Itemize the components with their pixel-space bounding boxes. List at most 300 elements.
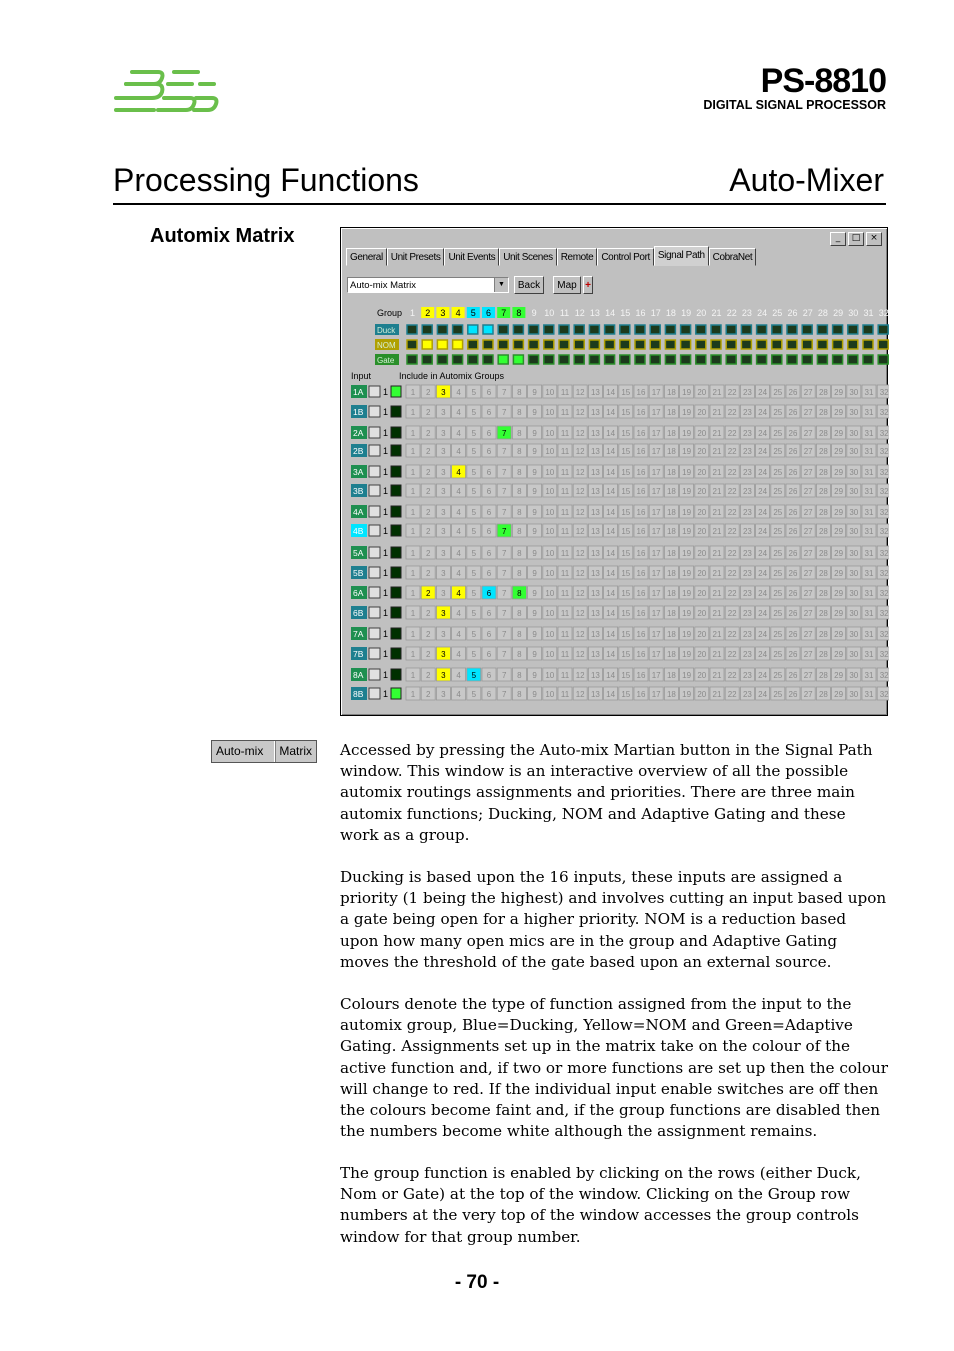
group-nom-toggle[interactable] bbox=[422, 340, 432, 349]
group-nom-toggle[interactable] bbox=[529, 340, 539, 349]
assign-cell-number: 18 bbox=[666, 527, 676, 536]
group-gate-toggle[interactable] bbox=[772, 355, 782, 364]
group-duck-toggle[interactable] bbox=[650, 325, 660, 334]
maximize-button[interactable]: □ bbox=[848, 232, 864, 246]
group-duck-toggle[interactable] bbox=[817, 325, 827, 334]
group-nom-toggle[interactable] bbox=[513, 340, 523, 349]
assign-cell-number: 9 bbox=[532, 487, 537, 496]
group-nom-toggle[interactable] bbox=[681, 340, 691, 349]
assign-cell-number: 23 bbox=[742, 487, 752, 496]
assign-cell-number: 9 bbox=[532, 671, 537, 680]
assign-cell-number: 11 bbox=[560, 447, 570, 456]
assign-cell-number: 16 bbox=[636, 549, 646, 558]
tab-unit-events[interactable]: Unit Events bbox=[444, 248, 499, 266]
group-gate-toggle[interactable] bbox=[711, 355, 721, 364]
assign-cell-number: 29 bbox=[834, 671, 844, 680]
tab-control-port[interactable]: Control Port bbox=[597, 248, 654, 266]
assign-cell-number: 25 bbox=[773, 487, 783, 496]
group-gate-toggle[interactable] bbox=[483, 355, 493, 364]
assign-cell-number: 29 bbox=[834, 690, 844, 699]
assign-cell-number: 4 bbox=[456, 508, 461, 517]
assign-cell-number: 30 bbox=[849, 388, 859, 397]
map-button[interactable]: Map bbox=[553, 276, 581, 294]
assign-cell-number: 24 bbox=[758, 508, 768, 517]
group-gate-toggle[interactable] bbox=[589, 355, 599, 364]
group-gate-toggle[interactable] bbox=[544, 355, 554, 364]
group-duck-toggle[interactable] bbox=[529, 325, 539, 334]
assign-cell-number: 13 bbox=[590, 468, 600, 477]
assign-cell-number: 2 bbox=[425, 549, 431, 558]
group-nom-toggle[interactable] bbox=[650, 340, 660, 349]
group-gate-toggle[interactable] bbox=[787, 355, 797, 364]
assign-cell-number: 15 bbox=[621, 388, 631, 397]
group-nom-toggle[interactable] bbox=[817, 340, 827, 349]
group-gate-toggle[interactable] bbox=[407, 355, 417, 364]
assign-cell-number: 5 bbox=[471, 487, 477, 496]
input-enable-switch[interactable] bbox=[369, 587, 380, 598]
tab-general[interactable]: General bbox=[346, 248, 387, 266]
group-nom-toggle[interactable] bbox=[468, 340, 478, 349]
assign-cell-number: 8 bbox=[517, 487, 522, 496]
assign-cell-number: 26 bbox=[788, 630, 798, 639]
assign-cell-number: 2 bbox=[425, 508, 431, 517]
button-label-right: Matrix bbox=[279, 744, 312, 758]
assign-cell-number: 10 bbox=[545, 429, 555, 438]
assign-cell-number: 1 bbox=[410, 508, 416, 517]
input-priority: 1 bbox=[383, 507, 389, 517]
assign-cell-number: 32 bbox=[879, 388, 889, 397]
assign-cell-number: 28 bbox=[818, 609, 828, 618]
input-status-led bbox=[391, 525, 401, 536]
group-nom-toggle[interactable] bbox=[559, 340, 569, 349]
assign-cell-number: 13 bbox=[590, 408, 600, 417]
assign-cell-number: 3 bbox=[441, 671, 446, 680]
tab-signal-path[interactable]: Signal Path bbox=[654, 246, 709, 266]
group-gate-toggle[interactable] bbox=[817, 355, 827, 364]
group-number: 6 bbox=[485, 308, 492, 318]
automix-matrix bbox=[341, 228, 889, 717]
assign-cell-number: 2 bbox=[425, 468, 431, 477]
group-nom-toggle[interactable] bbox=[787, 340, 797, 349]
group-nom-toggle[interactable] bbox=[498, 340, 508, 349]
input-enable-switch[interactable] bbox=[369, 427, 380, 438]
assign-cell-number: 1 bbox=[410, 569, 416, 578]
assign-cell-number: 24 bbox=[758, 447, 768, 456]
assign-cell-number: 5 bbox=[471, 690, 477, 699]
group-nom-toggle[interactable] bbox=[741, 340, 751, 349]
assign-cell-number: 13 bbox=[590, 569, 600, 578]
group-duck-toggle[interactable] bbox=[498, 325, 508, 334]
assign-cell-number: 11 bbox=[560, 388, 570, 397]
group-nom-toggle[interactable] bbox=[711, 340, 721, 349]
assign-cell-number: 25 bbox=[773, 690, 783, 699]
assign-cell-number: 32 bbox=[879, 569, 889, 578]
input-label-1a: 1A bbox=[353, 387, 364, 397]
assign-cell-number: 17 bbox=[651, 549, 661, 558]
input-enable-switch[interactable] bbox=[369, 485, 380, 496]
group-duck-toggle[interactable] bbox=[696, 325, 706, 334]
assign-cell-number: 14 bbox=[606, 630, 616, 639]
assign-cell-number: 21 bbox=[712, 549, 722, 558]
assign-cell-number: 20 bbox=[697, 569, 707, 578]
assign-cell-number: 20 bbox=[697, 609, 707, 618]
assign-cell-number: 5 bbox=[471, 429, 477, 438]
input-enable-switch[interactable] bbox=[369, 525, 380, 536]
assign-cell-number: 6 bbox=[486, 549, 492, 558]
group-duck-toggle[interactable] bbox=[559, 325, 569, 334]
assign-cell-number: 11 bbox=[560, 429, 570, 438]
input-priority: 1 bbox=[383, 629, 389, 639]
assign-cell-number: 12 bbox=[575, 388, 585, 397]
assign-cell-number: 8 bbox=[517, 388, 522, 397]
assign-cell-number: 20 bbox=[697, 487, 707, 496]
group-nom-toggle[interactable] bbox=[605, 340, 615, 349]
input-status-led bbox=[391, 386, 401, 397]
close-button[interactable]: × bbox=[866, 232, 882, 246]
group-nom-toggle[interactable] bbox=[620, 340, 630, 349]
group-gate-toggle[interactable] bbox=[574, 355, 584, 364]
assign-cell-number: 15 bbox=[621, 690, 631, 699]
group-gate-toggle[interactable] bbox=[620, 355, 630, 364]
group-nom-toggle[interactable] bbox=[802, 340, 812, 349]
group-gate-toggle[interactable] bbox=[757, 355, 767, 364]
input-enable-switch[interactable] bbox=[369, 567, 380, 578]
assign-cell-number: 32 bbox=[879, 690, 889, 699]
input-priority: 1 bbox=[383, 387, 389, 397]
group-duck-toggle[interactable] bbox=[741, 325, 751, 334]
group-nom-toggle[interactable] bbox=[878, 340, 888, 349]
assign-cell-number: 13 bbox=[590, 508, 600, 517]
assign-cell-number: 3 bbox=[441, 468, 446, 477]
section-title: Processing Functions bbox=[113, 162, 419, 198]
group-duck-toggle[interactable] bbox=[422, 325, 432, 334]
group-duck-toggle[interactable] bbox=[468, 325, 478, 334]
assign-cell-number: 27 bbox=[803, 589, 813, 598]
group-duck-toggle[interactable] bbox=[620, 325, 630, 334]
assign-cell-number: 26 bbox=[788, 549, 798, 558]
assign-cell-number: 18 bbox=[666, 630, 676, 639]
group-nom-toggle[interactable] bbox=[437, 340, 447, 349]
assign-cell-number: 28 bbox=[818, 487, 828, 496]
assign-cell-number: 28 bbox=[818, 408, 828, 417]
assign-cell-number: 11 bbox=[560, 408, 570, 417]
group-duck-toggle[interactable] bbox=[574, 325, 584, 334]
group-nom-toggle[interactable] bbox=[665, 340, 675, 349]
input-label-7b: 7B bbox=[353, 649, 364, 659]
assign-cell-number: 4 bbox=[456, 468, 461, 477]
assign-cell-number: 8 bbox=[517, 690, 522, 699]
assign-cell-number: 30 bbox=[849, 408, 859, 417]
group-gate-toggle[interactable] bbox=[605, 355, 615, 364]
group-gate-toggle[interactable] bbox=[650, 355, 660, 364]
assign-cell-number: 29 bbox=[834, 408, 844, 417]
group-nom-toggle[interactable] bbox=[407, 340, 417, 349]
group-gate-toggle[interactable] bbox=[513, 355, 523, 364]
input-enable-switch[interactable] bbox=[369, 406, 380, 417]
group-duck-toggle[interactable] bbox=[665, 325, 675, 334]
group-nom-toggle[interactable] bbox=[696, 340, 706, 349]
input-enable-switch[interactable] bbox=[369, 466, 380, 477]
input-enable-switch[interactable] bbox=[369, 547, 380, 558]
assign-cell-number: 19 bbox=[682, 630, 692, 639]
group-gate-toggle[interactable] bbox=[635, 355, 645, 364]
assign-cell-number: 20 bbox=[697, 549, 707, 558]
group-duck-toggle[interactable] bbox=[513, 325, 523, 334]
input-label-8a: 8A bbox=[353, 670, 364, 680]
group-nom-toggle[interactable] bbox=[848, 340, 858, 349]
assign-cell-number: 22 bbox=[727, 447, 737, 456]
assign-cell-number: 31 bbox=[864, 468, 874, 477]
assign-cell-number: 23 bbox=[742, 549, 752, 558]
input-priority: 1 bbox=[383, 548, 389, 558]
tab-unit-scenes[interactable]: Unit Scenes bbox=[499, 248, 557, 266]
assign-cell-number: 17 bbox=[651, 487, 661, 496]
assign-cell-number: 22 bbox=[727, 589, 737, 598]
assign-cell-number: 24 bbox=[758, 487, 768, 496]
group-gate-toggle[interactable] bbox=[741, 355, 751, 364]
assign-cell-number: 31 bbox=[864, 690, 874, 699]
assign-cell-number: 5 bbox=[471, 630, 477, 639]
assign-cell-number: 23 bbox=[742, 388, 752, 397]
input-status-led bbox=[391, 587, 401, 598]
group-gate-toggle[interactable] bbox=[665, 355, 675, 364]
group-number: 26 bbox=[787, 308, 798, 318]
assign-cell-number: 28 bbox=[818, 549, 828, 558]
group-nom-toggle[interactable] bbox=[833, 340, 843, 349]
input-enable-switch[interactable] bbox=[369, 386, 380, 397]
input-label-3b: 3B bbox=[353, 486, 364, 496]
group-nom-toggle[interactable] bbox=[544, 340, 554, 349]
bss-logo bbox=[110, 66, 220, 116]
assign-cell-number: 9 bbox=[532, 508, 537, 517]
assign-cell-number: 25 bbox=[773, 508, 783, 517]
assign-cell-number: 21 bbox=[712, 589, 722, 598]
assign-cell-number: 24 bbox=[758, 690, 768, 699]
assign-cell-number: 31 bbox=[864, 671, 874, 680]
tab-cobranet[interactable]: CobraNet bbox=[709, 248, 757, 266]
include-label: Include in Automix Groups bbox=[399, 371, 505, 381]
group-gate-toggle[interactable] bbox=[863, 355, 873, 364]
assign-cell-number: 24 bbox=[758, 429, 768, 438]
group-duck-toggle[interactable] bbox=[863, 325, 873, 334]
assign-cell-number: 30 bbox=[849, 609, 859, 618]
input-enable-switch[interactable] bbox=[369, 648, 380, 659]
input-enable-switch[interactable] bbox=[369, 688, 380, 699]
group-gate-toggle[interactable] bbox=[681, 355, 691, 364]
assign-cell-number: 26 bbox=[788, 388, 798, 397]
assign-cell-number: 12 bbox=[575, 671, 585, 680]
input-enable-switch[interactable] bbox=[369, 506, 380, 517]
assign-cell-number: 8 bbox=[517, 650, 522, 659]
assign-cell-number: 10 bbox=[545, 630, 555, 639]
group-gate-toggle[interactable] bbox=[422, 355, 432, 364]
input-enable-switch[interactable] bbox=[369, 628, 380, 639]
assign-cell-number: 6 bbox=[486, 468, 492, 477]
assign-cell-number: 8 bbox=[517, 671, 522, 680]
assign-cell-number: 11 bbox=[560, 589, 570, 598]
group-duck-toggle[interactable] bbox=[848, 325, 858, 334]
group-duck-toggle[interactable] bbox=[772, 325, 782, 334]
assign-cell-number: 6 bbox=[486, 569, 492, 578]
assign-cell-number: 12 bbox=[575, 630, 585, 639]
group-duck-toggle[interactable] bbox=[589, 325, 599, 334]
assign-cell-number: 15 bbox=[621, 609, 631, 618]
assign-cell-number: 19 bbox=[682, 569, 692, 578]
assign-cell-number: 18 bbox=[666, 549, 676, 558]
group-duck-toggle[interactable] bbox=[787, 325, 797, 334]
assign-cell-number: 31 bbox=[864, 589, 874, 598]
assign-cell-number: 30 bbox=[849, 508, 859, 517]
assign-cell-number: 17 bbox=[651, 650, 661, 659]
input-priority: 1 bbox=[383, 486, 389, 496]
assign-cell-number: 27 bbox=[803, 549, 813, 558]
assign-cell-number: 10 bbox=[545, 569, 555, 578]
assign-cell-number: 18 bbox=[666, 468, 676, 477]
assign-cell-number: 6 bbox=[486, 589, 492, 598]
assign-cell-number: 15 bbox=[621, 447, 631, 456]
assign-cell-number: 8 bbox=[517, 549, 522, 558]
group-duck-toggle[interactable] bbox=[726, 325, 736, 334]
assign-cell-number: 20 bbox=[697, 388, 707, 397]
input-enable-switch[interactable] bbox=[369, 607, 380, 618]
assign-cell-number: 8 bbox=[517, 508, 522, 517]
chevron-down-icon[interactable]: ▼ bbox=[494, 278, 508, 292]
assign-cell-number: 8 bbox=[517, 468, 522, 477]
assign-cell-number: 6 bbox=[486, 609, 492, 618]
group-duck-toggle[interactable] bbox=[437, 325, 447, 334]
assign-cell-number: 26 bbox=[788, 690, 798, 699]
assign-cell-number: 22 bbox=[727, 527, 737, 536]
group-number: 20 bbox=[696, 308, 707, 318]
assign-cell-number: 29 bbox=[834, 589, 844, 598]
assign-cell-number: 19 bbox=[682, 408, 692, 417]
group-duck-toggle[interactable] bbox=[453, 325, 463, 334]
page-number: - 70 - bbox=[454, 1272, 500, 1293]
group-nom-toggle[interactable] bbox=[863, 340, 873, 349]
assign-cell-number: 11 bbox=[560, 650, 570, 659]
assign-cell-number: 8 bbox=[517, 589, 522, 598]
group-gate-toggle[interactable] bbox=[848, 355, 858, 364]
assign-cell-number: 6 bbox=[486, 527, 492, 536]
group-nom-toggle[interactable] bbox=[772, 340, 782, 349]
group-nom-toggle[interactable] bbox=[726, 340, 736, 349]
group-number: 5 bbox=[470, 308, 476, 318]
assign-cell-number: 12 bbox=[575, 468, 585, 477]
group-duck-toggle[interactable] bbox=[635, 325, 645, 334]
input-priority: 1 bbox=[383, 526, 389, 536]
assign-cell-number: 29 bbox=[834, 650, 844, 659]
assign-cell-number: 17 bbox=[651, 569, 661, 578]
assign-cell-number: 19 bbox=[682, 549, 692, 558]
minimize-button[interactable]: _ bbox=[830, 232, 846, 246]
assign-cell-number: 21 bbox=[712, 487, 722, 496]
group-gate-toggle[interactable] bbox=[468, 355, 478, 364]
plus-button[interactable]: + bbox=[583, 276, 593, 294]
assign-cell-number: 13 bbox=[590, 527, 600, 536]
assign-cell-number: 14 bbox=[606, 609, 616, 618]
back-button[interactable]: Back bbox=[514, 276, 544, 294]
assign-cell-number: 12 bbox=[575, 508, 585, 517]
group-duck-toggle[interactable] bbox=[681, 325, 691, 334]
assign-cell-number: 1 bbox=[410, 429, 416, 438]
group-nom-toggle[interactable] bbox=[589, 340, 599, 349]
group-duck-toggle[interactable] bbox=[802, 325, 812, 334]
assign-cell-number: 7 bbox=[501, 690, 507, 699]
row-label-gate: Gate bbox=[377, 356, 395, 365]
assign-cell-number: 21 bbox=[712, 650, 722, 659]
group-duck-toggle[interactable] bbox=[878, 325, 888, 334]
assign-cell-number: 14 bbox=[606, 408, 616, 417]
assign-cell-number: 31 bbox=[864, 549, 874, 558]
assign-cell-number: 27 bbox=[803, 671, 813, 680]
group-gate-toggle[interactable] bbox=[498, 355, 508, 364]
assign-cell-number: 32 bbox=[879, 429, 889, 438]
group-gate-toggle[interactable] bbox=[726, 355, 736, 364]
input-enable-switch[interactable] bbox=[369, 445, 380, 456]
group-nom-toggle[interactable] bbox=[635, 340, 645, 349]
assign-cell-number: 9 bbox=[532, 589, 537, 598]
assign-cell-number: 8 bbox=[517, 609, 522, 618]
assign-cell-number: 9 bbox=[532, 447, 537, 456]
assign-cell-number: 29 bbox=[834, 487, 844, 496]
assign-cell-number: 19 bbox=[682, 508, 692, 517]
group-number: 22 bbox=[726, 308, 737, 318]
assign-cell-number: 15 bbox=[621, 527, 631, 536]
group-gate-toggle[interactable] bbox=[559, 355, 569, 364]
assign-cell-number: 32 bbox=[879, 487, 889, 496]
assign-cell-number: 13 bbox=[590, 690, 600, 699]
input-enable-switch[interactable] bbox=[369, 669, 380, 680]
group-gate-toggle[interactable] bbox=[802, 355, 812, 364]
assign-cell-number: 25 bbox=[773, 429, 783, 438]
group-duck-toggle[interactable] bbox=[544, 325, 554, 334]
group-duck-toggle[interactable] bbox=[711, 325, 721, 334]
assign-cell-number: 16 bbox=[636, 569, 646, 578]
group-number: 17 bbox=[650, 308, 661, 318]
assign-cell-number: 17 bbox=[651, 408, 661, 417]
group-gate-toggle[interactable] bbox=[878, 355, 888, 364]
group-nom-toggle[interactable] bbox=[574, 340, 584, 349]
group-nom-toggle[interactable] bbox=[757, 340, 767, 349]
assign-cell-number: 16 bbox=[636, 487, 646, 496]
assign-cell-number: 11 bbox=[560, 609, 570, 618]
assign-cell-number: 15 bbox=[621, 650, 631, 659]
assign-cell-number: 26 bbox=[788, 671, 798, 680]
group-gate-toggle[interactable] bbox=[437, 355, 447, 364]
group-duck-toggle[interactable] bbox=[833, 325, 843, 334]
tab-remote[interactable]: Remote bbox=[557, 248, 598, 266]
group-nom-toggle[interactable] bbox=[453, 340, 463, 349]
group-gate-toggle[interactable] bbox=[833, 355, 843, 364]
assign-cell-number: 5 bbox=[471, 589, 477, 598]
group-nom-toggle[interactable] bbox=[483, 340, 493, 349]
tab-unit-presets[interactable]: Unit Presets bbox=[387, 248, 445, 266]
assign-cell-number: 18 bbox=[666, 408, 676, 417]
assign-cell-number: 27 bbox=[803, 487, 813, 496]
assign-cell-number: 11 bbox=[560, 487, 570, 496]
input-label-6b: 6B bbox=[353, 608, 364, 618]
assign-cell-number: 7 bbox=[501, 487, 507, 496]
assign-cell-number: 7 bbox=[501, 650, 507, 659]
group-gate-toggle[interactable] bbox=[453, 355, 463, 364]
group-duck-toggle[interactable] bbox=[757, 325, 767, 334]
group-duck-toggle[interactable] bbox=[483, 325, 493, 334]
assign-cell-number: 12 bbox=[575, 549, 585, 558]
group-gate-toggle[interactable] bbox=[696, 355, 706, 364]
group-duck-toggle[interactable] bbox=[407, 325, 417, 334]
group-gate-toggle[interactable] bbox=[529, 355, 539, 364]
group-duck-toggle[interactable] bbox=[605, 325, 615, 334]
